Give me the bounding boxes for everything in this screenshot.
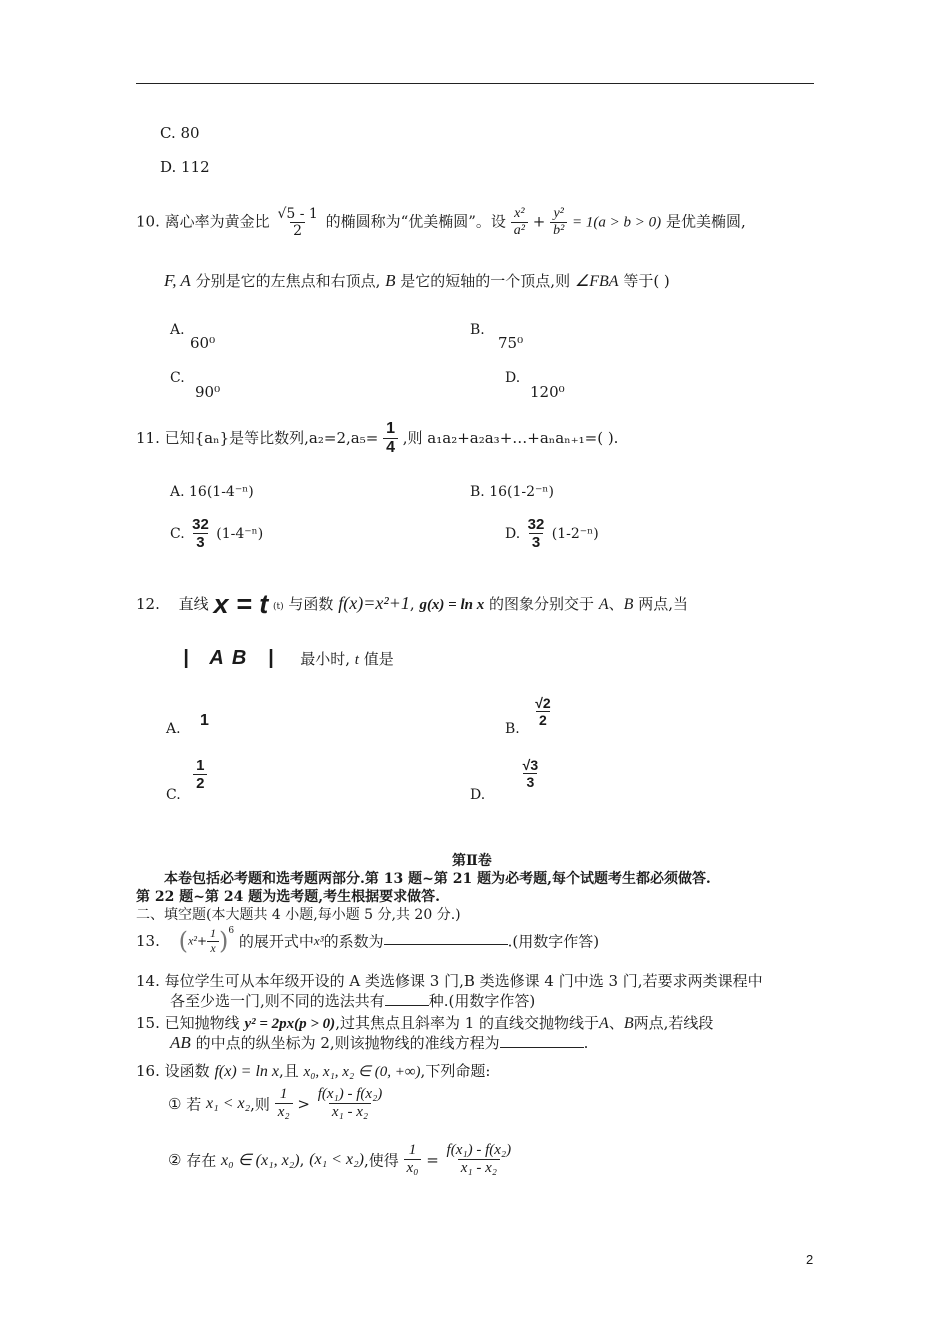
- q12-line1: 12. 直线 x = t (t) 与函数 f(x)=x²+1, g(x) = ln x 的图象分别交于 A、B 两点,当: [136, 589, 688, 619]
- q10-text6: 等于( ): [623, 272, 670, 290]
- q10-fa: F, A: [164, 271, 191, 290]
- q10-line2: [164, 270, 670, 291]
- q16-fx: f(x) = ln x: [214, 1063, 279, 1080]
- q11-option-c: C. $\frac{32}{3}$ (1-4⁻ⁿ): [170, 516, 264, 552]
- q15-line2: AB 的中点的纵坐标为 2,则该抛物线的准线方程为 .: [170, 1033, 589, 1052]
- q15-ab: AB: [170, 1033, 191, 1052]
- q12-option-a-label: A.: [166, 721, 181, 737]
- ellipse-x-term: $\frac{\text{x²}}{\text{a²}}$: [511, 206, 528, 239]
- q10-b: B: [385, 271, 396, 290]
- q12-b-fraction: $\frac{√2}{2}$: [535, 695, 551, 729]
- q13-line: 13. (x²+ $\frac{1}{x}$ )$^6$ 的展开式中x³的系数为 .(用数字作答): [136, 925, 600, 955]
- q10-text4: 分别是它的左焦点和右顶点,: [195, 272, 381, 290]
- q11-option-b: B. 16(1-2⁻ⁿ): [470, 484, 554, 500]
- q12-text3: 的图象分别交于: [489, 595, 595, 613]
- q12-option-a-value: 1: [200, 712, 209, 729]
- q10-option-d-value: 120⁰: [530, 383, 565, 401]
- q13-power: 6: [228, 926, 235, 936]
- q12-number: 12.: [136, 595, 160, 613]
- q15-text1: 已知抛物线: [164, 1014, 240, 1032]
- q10-line1: 10. 离心率为黄金比 $\frac{√5 - 1}{2}$ 的椭圆称为“优美椭圆”。设 $\frac{\text{x²}}{\text{a²}}$ + $\frac{\text{y²}}{\text{b²}}$ = 1(a > b > 0) 是优美椭圆,: [136, 206, 746, 240]
- q10-option-c-value: 90⁰: [195, 383, 221, 401]
- q12-gx: g(x) = ln x: [419, 597, 485, 613]
- q13-text1: 的展开式中: [238, 932, 314, 951]
- q16-text1: 设函数: [164, 1062, 210, 1080]
- q16-p1-left-fraction: $\frac{1}{\text{x₂}}$: [275, 1086, 293, 1122]
- q9-option-d: D. 112: [160, 158, 210, 176]
- q10-text2: 的椭圆称为“优美椭圆”。设: [325, 212, 506, 231]
- q14-line2: 各至少选一门,则不同的选法共有 种.(用数字作答): [170, 992, 536, 1010]
- q16-p2-left-fraction: $\frac{1}{\text{x₀}}$: [404, 1142, 422, 1178]
- q12-option-b: B. $\frac{√2}{2}$: [505, 695, 554, 737]
- q10-text3: 是优美椭圆,: [665, 212, 746, 231]
- q13-fraction: $\frac{1}{x}$: [207, 927, 219, 956]
- q11-text2: ,则 a₁a₂+a₂a₃+…+aₙaₙ₊₁=( ).: [402, 428, 619, 447]
- q12-ab-abs: | AB |: [183, 647, 282, 669]
- q12-text4: 两点,当: [638, 595, 688, 613]
- q11-option-d: D. $\frac{32}{3}$ (1-2⁻ⁿ): [505, 516, 599, 552]
- q12-text6: 值是: [363, 650, 394, 668]
- q15-line1: 15. 已知抛物线 y² = 2px(p > 0),过其焦点且斜率为 1 的直线交抛物线于A、B两点,若线段: [136, 1014, 714, 1032]
- part2-intro-line2: 第 22 题~第 24 题为选考题,考生根据要求做答.: [136, 889, 440, 905]
- q12-text5: 最小时,: [300, 650, 351, 668]
- q15-number: 15.: [136, 1014, 160, 1032]
- q12-tag: (t): [273, 602, 284, 612]
- q10-text1: 离心率为黄金比: [164, 212, 270, 231]
- q12-line2: [183, 647, 394, 670]
- golden-ratio-fraction: $\frac{√5 - 1}{2}$: [277, 206, 318, 240]
- q14-number: 14.: [136, 972, 160, 990]
- q9-option-c: C. 80: [160, 124, 200, 142]
- q14-text1: 每位学生可从本年级开设的 A 类选修课 3 门,B 类选修课 4 门中选 3 门,若要求两类课程中: [164, 972, 763, 990]
- q16-line1: 16. 设函数 f(x) = ln x,且 x₀, x₁, x₂ ∈ (0, +∞),下列命题:: [136, 1062, 491, 1080]
- q12-fx: f(x)=x²+1: [338, 593, 410, 613]
- header-rule: [136, 83, 814, 84]
- q13-answer-blank[interactable]: [384, 944, 508, 945]
- q10-option-a-label: A.: [170, 322, 185, 338]
- q16-p1-mark: ①: [168, 1094, 182, 1113]
- q12-text1: 直线: [178, 595, 209, 613]
- q12-text2: 与函数: [288, 595, 334, 613]
- q10-option-b-label: B.: [470, 322, 485, 338]
- q11-option-a: A. 16(1-4⁻ⁿ): [170, 484, 254, 500]
- q15-answer-blank[interactable]: [500, 1047, 584, 1048]
- q14-answer-blank[interactable]: [385, 1005, 429, 1006]
- q10-number: 10.: [136, 212, 160, 231]
- ellipse-condition: = 1(a > b > 0): [572, 214, 662, 231]
- q10-option-d-label: D.: [505, 370, 521, 386]
- q12-c-fraction: $\frac{1}{2}$: [193, 757, 207, 793]
- q12-point-a: A: [598, 596, 609, 613]
- q13-x2: x²: [188, 933, 197, 948]
- q12-option-c: C. $\frac{1}{2}$: [166, 757, 207, 803]
- ellipse-y-term: $\frac{\text{y²}}{\text{b²}}$: [550, 206, 567, 239]
- q16-proposition-1: ① 若 x₁ < x₂,则 $\frac{1}{\text{x₂}}$ > $\frac{\text{f(x₁) - f(x₂)}}{\text{x₁ - x₂}}$: [168, 1086, 385, 1122]
- page-number: 2: [806, 1252, 814, 1267]
- q11-c-fraction: $\frac{32}{3}$: [192, 516, 209, 552]
- q12-option-d: D. $\frac{√3}{3}$: [470, 757, 541, 803]
- q16-vars: x₀, x₁, x₂ ∈ (0, +∞): [303, 1064, 421, 1080]
- q12-line-eq: x = t: [213, 589, 269, 619]
- q12-d-fraction: $\frac{√3}{3}$: [522, 757, 539, 791]
- q10-option-b-value: 75⁰: [498, 334, 524, 352]
- q11-fraction: $\frac{1}{4}$: [383, 420, 398, 458]
- q13-number: 13.: [136, 932, 160, 950]
- q11-line1: [136, 420, 618, 458]
- q13-x3: x³: [313, 933, 324, 948]
- q16-p1-right-fraction: $\frac{\text{f(x₁) - f(x₂)}}{\text{x₁ - x₂}}$: [317, 1086, 383, 1121]
- q10-angle: ∠FBA: [574, 273, 619, 290]
- q12-t-var: t: [354, 652, 359, 668]
- part2-intro-line1: 本卷包括必考题和选考题两部分.第 13 题~第 21 题为必考题,每个试题考生都必须做答.: [164, 871, 711, 887]
- q10-option-c-label: C.: [170, 370, 185, 386]
- section-fill-in-header: 二、填空题(本大题共 4 小题,每小题 5 分,共 20 分.): [136, 907, 461, 923]
- q16-proposition-2: ② 存在 x₀ ∈ (x₁, x₂), (x₁ < x₂),使得 $\frac{1}{\text{x₀}}$ = $\frac{\text{f(x₁) - f(x₂)}}{\text{x₁ - x₂}}$: [168, 1142, 514, 1178]
- q15-parabola-eq: y² = 2px(p > 0): [244, 1016, 336, 1032]
- q11-text1: 已知{aₙ}是等比数列,a₂=2,a₅=: [164, 428, 379, 447]
- part2-title: 第Ⅱ卷: [452, 853, 492, 869]
- q14-line1: [136, 970, 763, 991]
- q16-p2-mark: ②: [168, 1150, 182, 1169]
- q13-text3: .(用数字作答): [507, 932, 600, 951]
- q12-point-b: B: [623, 596, 634, 613]
- q11-d-fraction: $\frac{32}{3}$: [527, 516, 545, 552]
- q10-text5: 是它的短轴的一个顶点,则: [400, 272, 571, 290]
- q11-number: 11.: [136, 428, 160, 447]
- q13-text2: 的系数为: [323, 932, 384, 951]
- q16-p2-right-fraction: $\frac{\text{f(x₁) - f(x₂)}}{\text{x₁ - x₂}}$: [446, 1142, 512, 1177]
- q10-option-a-value: 60⁰: [190, 334, 216, 352]
- q16-number: 16.: [136, 1062, 160, 1080]
- q15-text2: ,过其焦点且斜率为 1 的直线交抛物线于: [335, 1014, 600, 1032]
